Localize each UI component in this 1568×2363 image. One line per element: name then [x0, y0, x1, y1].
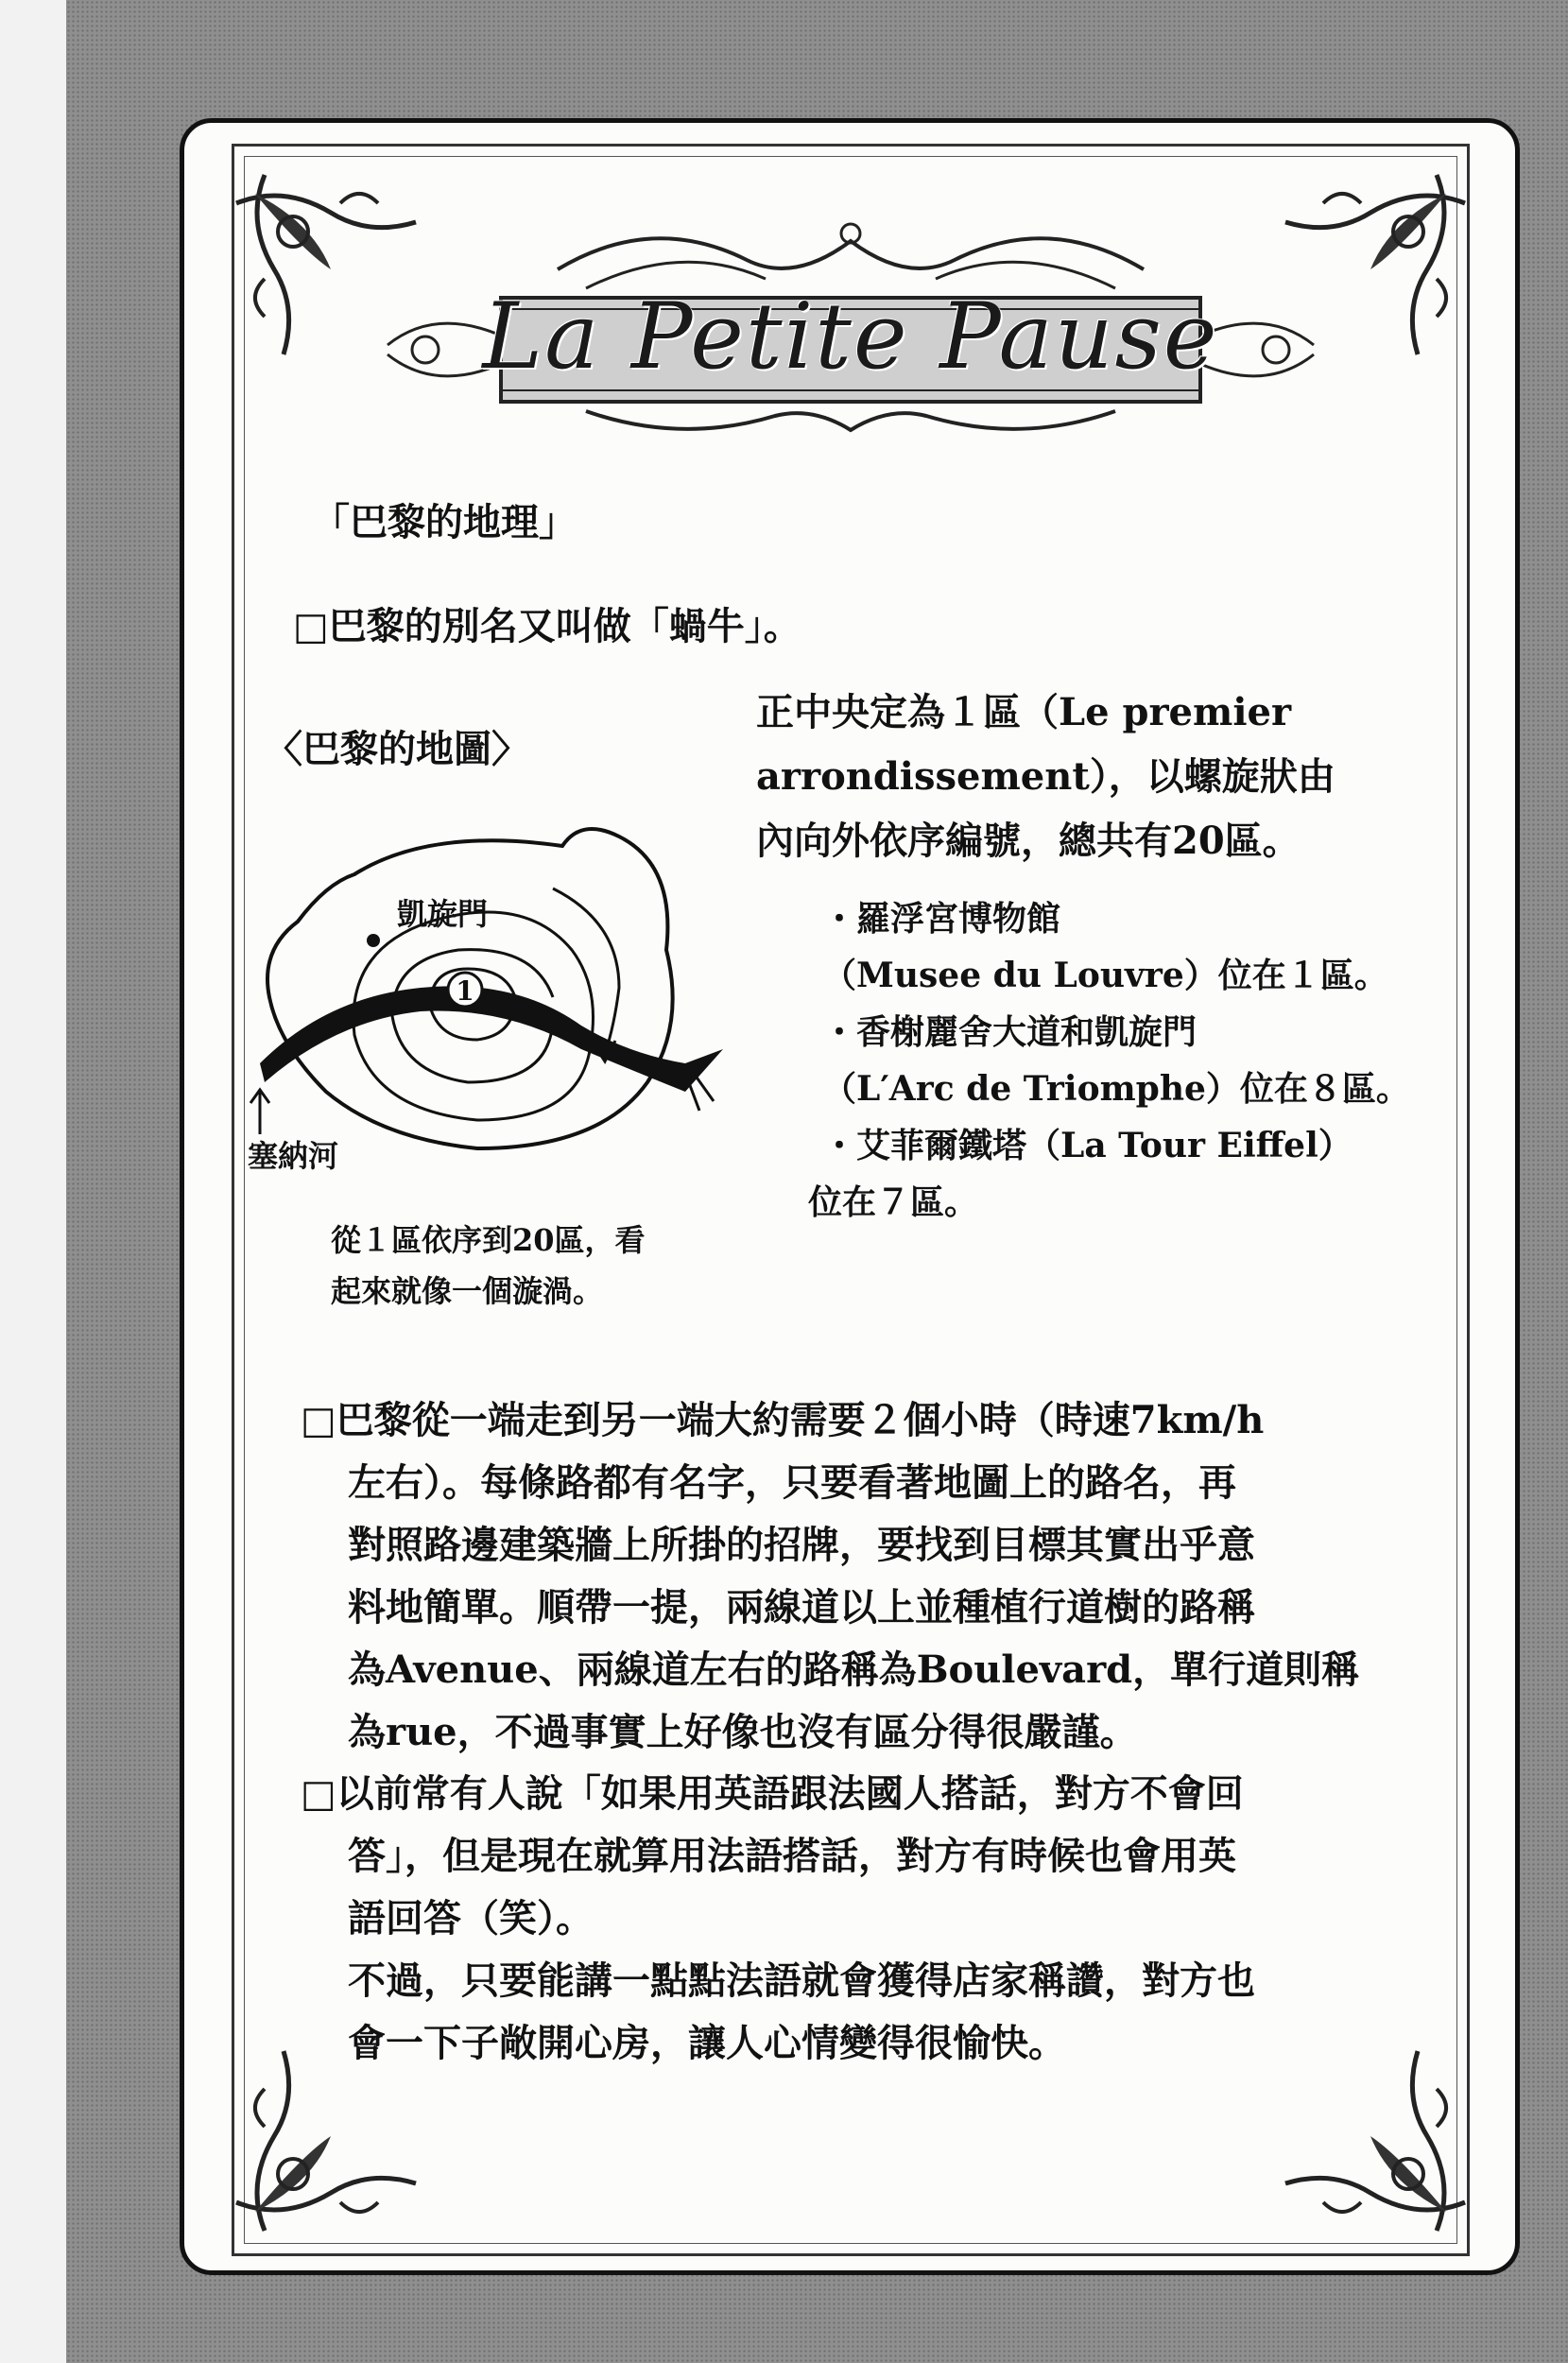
page-margin-strip — [0, 0, 66, 2363]
paragraph-line: 料地簡單。順帶一提，兩線道以上並種植行道樹的路稱 — [348, 1585, 1255, 1630]
landmark-item: ・香榭麗舍大道和凱旋門 — [822, 1012, 1198, 1052]
landmark-item: 位在７區。 — [808, 1182, 979, 1222]
language-paragraph — [301, 1763, 1255, 2075]
walking-paragraph — [301, 1389, 1359, 1764]
paragraph-line: 為Avenue、兩線道左右的路稱為Boulevard，單行道則稱 — [348, 1647, 1360, 1692]
section-heading: 「巴黎的地理」 — [312, 500, 577, 544]
landmark-item: （L′Arc de Triomphe）位在８區。 — [822, 1069, 1410, 1109]
map-caption — [331, 1215, 646, 1317]
paragraph-line: 左右）。每條路都有名字，只要看著地圖上的路名，再 — [348, 1460, 1236, 1505]
seine-river-label: 塞納河 — [248, 1138, 339, 1174]
description-line: arrondissement），以螺旋狀由 — [756, 754, 1335, 799]
paragraph-line: □以前常有人說「如果用英語跟法國人搭話，對方不會回 — [301, 1771, 1244, 1816]
description-line: 內向外依序編號，總共有20區。 — [756, 819, 1301, 863]
landmark-item: ・艾菲爾鐵塔（La Tour Eiffel） — [822, 1126, 1353, 1165]
landmark-list — [808, 890, 1410, 1231]
map-heading: 〈巴黎的地圖〉 — [265, 727, 529, 771]
arc-de-triomphe-dot — [367, 934, 380, 947]
paragraph-line: □巴黎從一端走到另一端大約需要２個小時（時速7km/h — [301, 1398, 1265, 1442]
la-petite-pause-logo: La Petite Pause — [482, 284, 1219, 389]
seine-river — [260, 986, 723, 1092]
paragraph-line: 不過，只要能講一點點法語就會獲得店家稱讚，對方也 — [348, 1958, 1255, 2003]
paragraph-line: 對照路邊建築牆上所掛的招牌，要找到目標其實出乎意 — [348, 1523, 1255, 1567]
paragraph-line: 答」，但是現在就算用法語搭話，對方有時候也會用英 — [348, 1834, 1236, 1878]
river-label-arrow — [250, 1090, 269, 1134]
district-1-number: 1 — [456, 975, 474, 1007]
paragraph-line: 為rue，不過事實上好像也沒有區分得很嚴謹。 — [348, 1710, 1138, 1754]
description-line: 正中央定為１區（Le premier — [756, 690, 1292, 734]
paragraph-line: 會一下子敞開心房，讓人心情變得很愉快。 — [348, 2021, 1066, 2065]
caption-line: 從１區依序到20區，看 — [331, 1222, 646, 1258]
corner-ornament-bottom-right — [1257, 2023, 1474, 2240]
snail-nickname-item: □巴黎的別名又叫做「蝸牛」。 — [293, 604, 801, 648]
paragraph-line: 語回答（笑）。 — [348, 1896, 594, 1940]
district-description — [756, 681, 1335, 873]
caption-line: 起來就像一個漩渦。 — [331, 1273, 604, 1309]
arc-de-triomphe-label: 凱旋門 — [397, 896, 489, 932]
landmark-item: （Musee du Louvre）位在１區。 — [822, 956, 1388, 995]
landmark-item: ・羅浮宮博物館 — [822, 899, 1061, 939]
